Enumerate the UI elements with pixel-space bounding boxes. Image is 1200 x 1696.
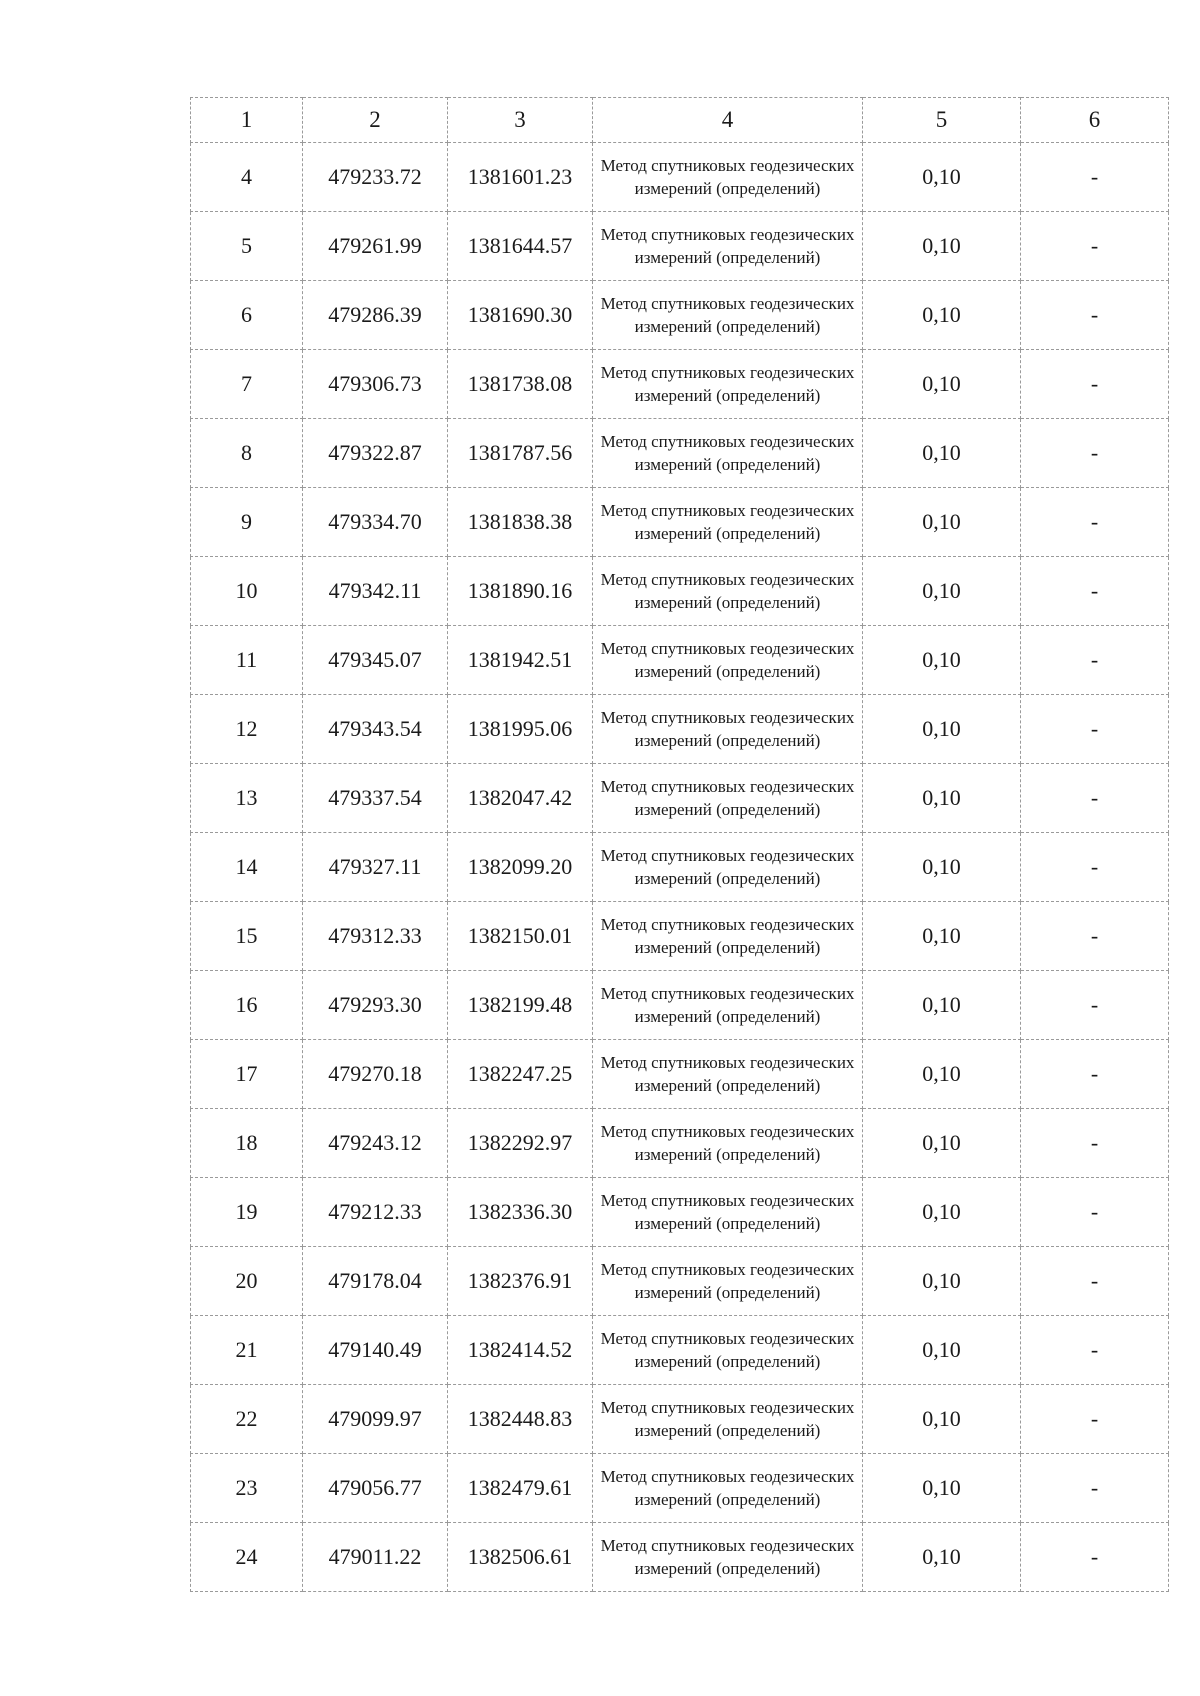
- method-cell: Метод спутниковых геодезических измерений (определений): [593, 626, 863, 695]
- accuracy-cell: 0,10: [863, 902, 1021, 971]
- method-cell: Метод спутниковых геодезических измерений (определений): [593, 971, 863, 1040]
- x-coordinate-cell: 479056.77: [303, 1454, 448, 1523]
- accuracy-cell: 0,10: [863, 971, 1021, 1040]
- accuracy-cell: 0,10: [863, 833, 1021, 902]
- table-row: [191, 626, 1169, 695]
- table-row: [191, 1385, 1169, 1454]
- point-number-cell: 23: [191, 1454, 303, 1523]
- table-row: [191, 1040, 1169, 1109]
- note-cell: -: [1021, 1247, 1169, 1316]
- note-cell: -: [1021, 626, 1169, 695]
- header-col-2: 2: [303, 98, 448, 143]
- table-row: [191, 281, 1169, 350]
- table-row: [191, 557, 1169, 626]
- y-coordinate-cell: 1382479.61: [448, 1454, 593, 1523]
- note-cell: -: [1021, 971, 1169, 1040]
- x-coordinate-cell: 479261.99: [303, 212, 448, 281]
- method-cell: Метод спутниковых геодезических измерений (определений): [593, 1109, 863, 1178]
- method-cell: Метод спутниковых геодезических измерений (определений): [593, 1178, 863, 1247]
- method-cell: Метод спутниковых геодезических измерений (определений): [593, 350, 863, 419]
- note-cell: -: [1021, 212, 1169, 281]
- y-coordinate-cell: 1381690.30: [448, 281, 593, 350]
- accuracy-cell: 0,10: [863, 350, 1021, 419]
- y-coordinate-cell: 1382414.52: [448, 1316, 593, 1385]
- accuracy-cell: 0,10: [863, 695, 1021, 764]
- point-number-cell: 12: [191, 695, 303, 764]
- x-coordinate-cell: 479178.04: [303, 1247, 448, 1316]
- table-row: [191, 764, 1169, 833]
- accuracy-cell: 0,10: [863, 1109, 1021, 1178]
- header-col-5: 5: [863, 98, 1021, 143]
- table-row: [191, 833, 1169, 902]
- x-coordinate-cell: 479286.39: [303, 281, 448, 350]
- point-number-cell: 11: [191, 626, 303, 695]
- note-cell: -: [1021, 419, 1169, 488]
- note-cell: -: [1021, 1454, 1169, 1523]
- x-coordinate-cell: 479306.73: [303, 350, 448, 419]
- note-cell: -: [1021, 1109, 1169, 1178]
- x-coordinate-cell: 479345.07: [303, 626, 448, 695]
- method-cell: Метод спутниковых геодезических измерений (определений): [593, 764, 863, 833]
- table-row: [191, 350, 1169, 419]
- method-cell: Метод спутниковых геодезических измерений (определений): [593, 1040, 863, 1109]
- method-cell: Метод спутниковых геодезических измерений (определений): [593, 1385, 863, 1454]
- accuracy-cell: 0,10: [863, 1178, 1021, 1247]
- y-coordinate-cell: 1382376.91: [448, 1247, 593, 1316]
- accuracy-cell: 0,10: [863, 212, 1021, 281]
- point-number-cell: 19: [191, 1178, 303, 1247]
- note-cell: -: [1021, 143, 1169, 212]
- point-number-cell: 8: [191, 419, 303, 488]
- header-col-1: 1: [191, 98, 303, 143]
- method-cell: Метод спутниковых геодезических измерений (определений): [593, 1523, 863, 1592]
- x-coordinate-cell: 479343.54: [303, 695, 448, 764]
- y-coordinate-cell: 1382047.42: [448, 764, 593, 833]
- table-body: [191, 143, 1169, 1592]
- y-coordinate-cell: 1381738.08: [448, 350, 593, 419]
- note-cell: -: [1021, 833, 1169, 902]
- x-coordinate-cell: 479011.22: [303, 1523, 448, 1592]
- accuracy-cell: 0,10: [863, 1316, 1021, 1385]
- y-coordinate-cell: 1382448.83: [448, 1385, 593, 1454]
- note-cell: -: [1021, 557, 1169, 626]
- note-cell: -: [1021, 1523, 1169, 1592]
- table-row: [191, 143, 1169, 212]
- point-number-cell: 21: [191, 1316, 303, 1385]
- method-cell: Метод спутниковых геодезических измерений (определений): [593, 695, 863, 764]
- y-coordinate-cell: 1382506.61: [448, 1523, 593, 1592]
- y-coordinate-cell: 1382099.20: [448, 833, 593, 902]
- point-number-cell: 5: [191, 212, 303, 281]
- header-col-6: 6: [1021, 98, 1169, 143]
- table-header: [191, 98, 1169, 143]
- method-cell: Метод спутниковых геодезических измерений (определений): [593, 557, 863, 626]
- table-row: [191, 1247, 1169, 1316]
- x-coordinate-cell: 479233.72: [303, 143, 448, 212]
- point-number-cell: 7: [191, 350, 303, 419]
- y-coordinate-cell: 1381644.57: [448, 212, 593, 281]
- method-cell: Метод спутниковых геодезических измерений (определений): [593, 143, 863, 212]
- accuracy-cell: 0,10: [863, 488, 1021, 557]
- note-cell: -: [1021, 695, 1169, 764]
- coordinates-table: [190, 97, 1169, 1592]
- method-cell: Метод спутниковых геодезических измерений (определений): [593, 419, 863, 488]
- y-coordinate-cell: 1381601.23: [448, 143, 593, 212]
- note-cell: -: [1021, 1316, 1169, 1385]
- accuracy-cell: 0,10: [863, 419, 1021, 488]
- y-coordinate-cell: 1381942.51: [448, 626, 593, 695]
- x-coordinate-cell: 479212.33: [303, 1178, 448, 1247]
- x-coordinate-cell: 479312.33: [303, 902, 448, 971]
- method-cell: Метод спутниковых геодезических измерений (определений): [593, 1454, 863, 1523]
- point-number-cell: 24: [191, 1523, 303, 1592]
- note-cell: -: [1021, 902, 1169, 971]
- note-cell: -: [1021, 764, 1169, 833]
- header-col-3: 3: [448, 98, 593, 143]
- point-number-cell: 18: [191, 1109, 303, 1178]
- header-col-4: 4: [593, 98, 863, 143]
- y-coordinate-cell: 1382199.48: [448, 971, 593, 1040]
- method-cell: Метод спутниковых геодезических измерений (определений): [593, 281, 863, 350]
- point-number-cell: 6: [191, 281, 303, 350]
- y-coordinate-cell: 1381890.16: [448, 557, 593, 626]
- accuracy-cell: 0,10: [863, 764, 1021, 833]
- point-number-cell: 4: [191, 143, 303, 212]
- point-number-cell: 17: [191, 1040, 303, 1109]
- note-cell: -: [1021, 1040, 1169, 1109]
- x-coordinate-cell: 479099.97: [303, 1385, 448, 1454]
- point-number-cell: 16: [191, 971, 303, 1040]
- table-row: [191, 1109, 1169, 1178]
- x-coordinate-cell: 479270.18: [303, 1040, 448, 1109]
- y-coordinate-cell: 1382336.30: [448, 1178, 593, 1247]
- method-cell: Метод спутниковых геодезических измерений (определений): [593, 833, 863, 902]
- accuracy-cell: 0,10: [863, 1523, 1021, 1592]
- table-row: [191, 1523, 1169, 1592]
- y-coordinate-cell: 1381787.56: [448, 419, 593, 488]
- point-number-cell: 22: [191, 1385, 303, 1454]
- method-cell: Метод спутниковых геодезических измерений (определений): [593, 902, 863, 971]
- table-row: [191, 1178, 1169, 1247]
- point-number-cell: 15: [191, 902, 303, 971]
- x-coordinate-cell: 479342.11: [303, 557, 448, 626]
- accuracy-cell: 0,10: [863, 557, 1021, 626]
- note-cell: -: [1021, 350, 1169, 419]
- table-row: [191, 419, 1169, 488]
- note-cell: -: [1021, 1385, 1169, 1454]
- x-coordinate-cell: 479243.12: [303, 1109, 448, 1178]
- accuracy-cell: 0,10: [863, 1454, 1021, 1523]
- point-number-cell: 14: [191, 833, 303, 902]
- y-coordinate-cell: 1382292.97: [448, 1109, 593, 1178]
- y-coordinate-cell: 1382150.01: [448, 902, 593, 971]
- accuracy-cell: 0,10: [863, 626, 1021, 695]
- x-coordinate-cell: 479322.87: [303, 419, 448, 488]
- accuracy-cell: 0,10: [863, 1040, 1021, 1109]
- method-cell: Метод спутниковых геодезических измерений (определений): [593, 212, 863, 281]
- y-coordinate-cell: 1381838.38: [448, 488, 593, 557]
- table-row: [191, 902, 1169, 971]
- accuracy-cell: 0,10: [863, 1247, 1021, 1316]
- point-number-cell: 20: [191, 1247, 303, 1316]
- note-cell: -: [1021, 281, 1169, 350]
- x-coordinate-cell: 479327.11: [303, 833, 448, 902]
- note-cell: -: [1021, 1178, 1169, 1247]
- accuracy-cell: 0,10: [863, 143, 1021, 212]
- table-row: [191, 1316, 1169, 1385]
- method-cell: Метод спутниковых геодезических измерений (определений): [593, 1316, 863, 1385]
- table-row: [191, 1454, 1169, 1523]
- x-coordinate-cell: 479293.30: [303, 971, 448, 1040]
- table-row: [191, 695, 1169, 764]
- table-row: [191, 488, 1169, 557]
- table-row: [191, 971, 1169, 1040]
- y-coordinate-cell: 1382247.25: [448, 1040, 593, 1109]
- table-row: [191, 212, 1169, 281]
- header-row: [191, 98, 1169, 143]
- x-coordinate-cell: 479140.49: [303, 1316, 448, 1385]
- point-number-cell: 9: [191, 488, 303, 557]
- point-number-cell: 10: [191, 557, 303, 626]
- method-cell: Метод спутниковых геодезических измерений (определений): [593, 1247, 863, 1316]
- x-coordinate-cell: 479334.70: [303, 488, 448, 557]
- x-coordinate-cell: 479337.54: [303, 764, 448, 833]
- y-coordinate-cell: 1381995.06: [448, 695, 593, 764]
- point-number-cell: 13: [191, 764, 303, 833]
- accuracy-cell: 0,10: [863, 1385, 1021, 1454]
- method-cell: Метод спутниковых геодезических измерений (определений): [593, 488, 863, 557]
- note-cell: -: [1021, 488, 1169, 557]
- accuracy-cell: 0,10: [863, 281, 1021, 350]
